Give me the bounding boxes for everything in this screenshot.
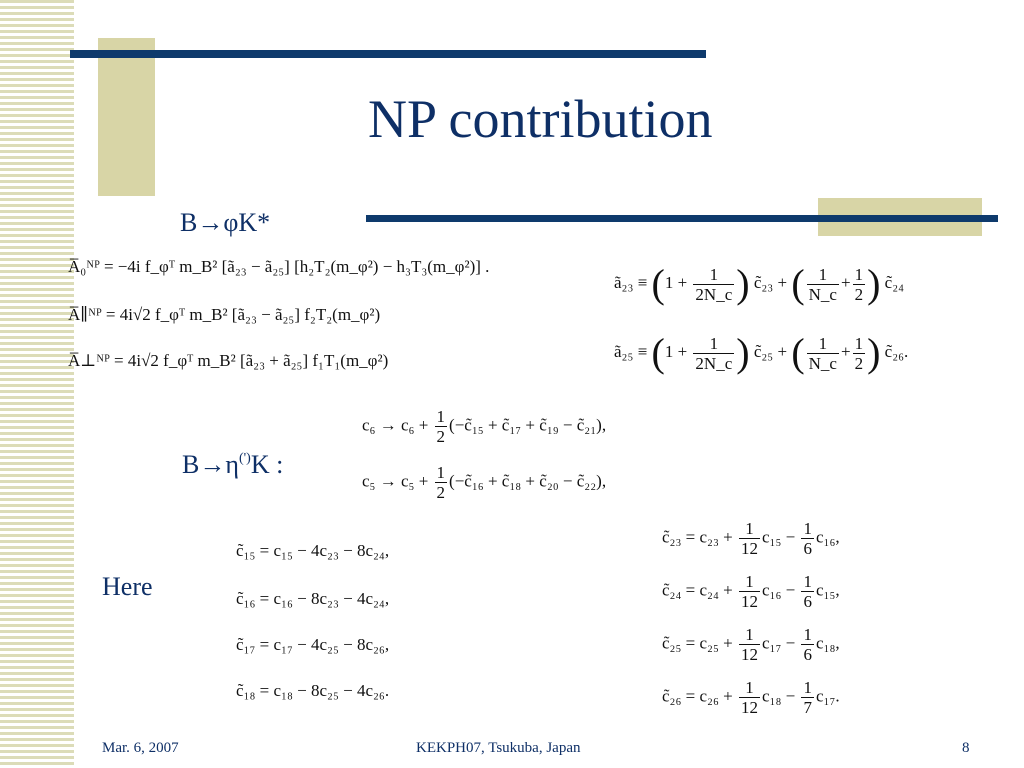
eq-a25-definition: [614, 330, 909, 375]
deco-line-middle: [366, 215, 998, 222]
eq-c16-tilde: c̃₁₆ = c₁₆ − 8c₂₃ − 4c₂₄,: [236, 589, 390, 608]
a23-term-b: c̃₂₃ +: [753, 272, 788, 292]
c6-lhs: c₆ → c₆ +: [362, 415, 429, 435]
eq-c6-shift: [362, 408, 606, 445]
a25-term-c: c̃₂₆.: [884, 341, 909, 361]
c5-rhs: (−c̃₁₆ + c̃₁₈ + c̃₂₀ − c̃₂₂),: [449, 471, 607, 491]
fraction: $\frac{1}{2N\_c}$: [695, 333, 733, 373]
eq-c15-tilde: c̃₁₅ = c₁₅ − 4c₂₃ − 8c₂₄,: [236, 541, 390, 560]
eq-c26-tilde: [662, 679, 840, 716]
c23-lhs: c̃₂₃ = c₂₃ +: [662, 527, 733, 547]
eq-c18-tilde: c̃₁₈ = c₁₈ − 8c₂₅ − 4c₂₆.: [236, 681, 390, 700]
c25-tail: c₁₈,: [815, 633, 840, 653]
footer-conference: KEKPH07, Tsukuba, Japan: [416, 740, 581, 756]
c25-lhs: c̃₂₅ = c₂₅ +: [662, 633, 733, 653]
left-paren: (: [651, 330, 665, 375]
c26-lhs: c̃₂₆ = c₂₆ +: [662, 686, 733, 706]
a25-term-a: 1 +: [664, 341, 688, 361]
footer-page-number: 8: [962, 740, 970, 756]
fraction: $\frac{1}{12}$: [740, 519, 758, 558]
right-paren: ): [867, 330, 881, 375]
label-b-eta-k: [182, 452, 283, 478]
fraction: $\frac{1}{2N\_c}$: [695, 264, 733, 304]
a23-term-c: c̃₂₄: [884, 272, 905, 292]
a23-term-a: 1 +: [664, 272, 688, 292]
eq-c24-tilde: [662, 573, 840, 610]
eq-c23-tilde: [662, 520, 840, 557]
eq-amplitude-perp: A̅⊥ᴺᴾ = 4i√2 f_φᵀ m_B² [ã₂₃ + ã₂₅] f₁T₁(m_φ²): [68, 351, 389, 370]
fraction: $\frac{1}{12}$: [740, 678, 758, 717]
c24-lhs: c̃₂₄ = c₂₄ +: [662, 580, 733, 600]
c25-mid: c₁₇ −: [761, 633, 796, 653]
deco-line-top: [70, 50, 706, 58]
label-b-eta: B→η: [182, 450, 239, 479]
a23-lhs: ã₂₃ ≡: [614, 272, 648, 292]
eq-a23-definition: [614, 261, 905, 306]
striped-margin: [0, 0, 74, 768]
a25-lhs: ã₂₅ ≡: [614, 341, 648, 361]
fraction: $\frac{1}{N\_c}$: [808, 333, 837, 373]
slide-title: NP contribution: [368, 89, 713, 149]
label-here: Here: [102, 572, 153, 601]
fraction: $\frac{1}{2}$: [436, 463, 446, 502]
label-b-phi-kstar: B→φK*: [180, 208, 271, 237]
eq-c5-shift: [362, 464, 606, 501]
c6-rhs: (−c̃₁₅ + c̃₁₇ + c̃₁₉ − c̃₂₁),: [449, 415, 607, 435]
left-paren: (: [791, 330, 805, 375]
fraction: $\frac{1}{6}$: [803, 519, 812, 558]
fraction: $\frac{1}{2}$: [854, 264, 864, 304]
right-paren: ): [736, 261, 750, 306]
c26-mid: c₁₈ −: [761, 686, 796, 706]
left-paren: (: [651, 261, 665, 306]
fraction: $\frac{1}{6}$: [803, 625, 812, 664]
fraction: $\frac{1}{2}$: [854, 333, 864, 373]
fraction: $\frac{1}{12}$: [740, 625, 758, 664]
fraction: $\frac{1}{2}$: [436, 407, 446, 446]
eq-c25-tilde: [662, 626, 840, 663]
c24-tail: c₁₅,: [815, 580, 840, 600]
c24-mid: c₁₆ −: [761, 580, 796, 600]
right-paren: ): [736, 330, 750, 375]
right-paren: ): [867, 261, 881, 306]
plus-sign: +: [840, 272, 851, 292]
c23-mid: c₁₅ −: [761, 527, 796, 547]
label-eta-prime: ('): [238, 451, 251, 466]
eq-c17-tilde: c̃₁₇ = c₁₇ − 4c₂₅ − 8c₂₆,: [236, 635, 390, 654]
c26-tail: c₁₇.: [815, 686, 840, 706]
left-paren: (: [791, 261, 805, 306]
c23-tail: c₁₆,: [815, 527, 840, 547]
eq-amplitude-par: A̅∥ᴺᴾ = 4i√2 f_φᵀ m_B² [ã₂₃ − ã₂₅] f₂T₂(m_φ²): [68, 305, 381, 324]
fraction: $\frac{1}{N\_c}$: [808, 264, 837, 304]
deco-box-left: [98, 38, 155, 196]
fraction: $\frac{1}{12}$: [740, 572, 758, 611]
a25-term-b: c̃₂₅ +: [753, 341, 788, 361]
eq-amplitude-0: A̅₀ᴺᴾ = −4i f_φᵀ m_B² [ã₂₃ − ã₂₅] [h₂T₂(m_φ²) − h₃T₃(m_φ²)] .: [68, 257, 490, 276]
footer-date: Mar. 6, 2007: [102, 740, 179, 756]
label-k: K :: [250, 450, 284, 479]
c5-lhs: c₅ → c₅ +: [362, 471, 429, 491]
fraction: $\frac{1}{7}$: [803, 678, 812, 717]
fraction: $\frac{1}{6}$: [803, 572, 812, 611]
plus-sign: +: [840, 341, 851, 361]
